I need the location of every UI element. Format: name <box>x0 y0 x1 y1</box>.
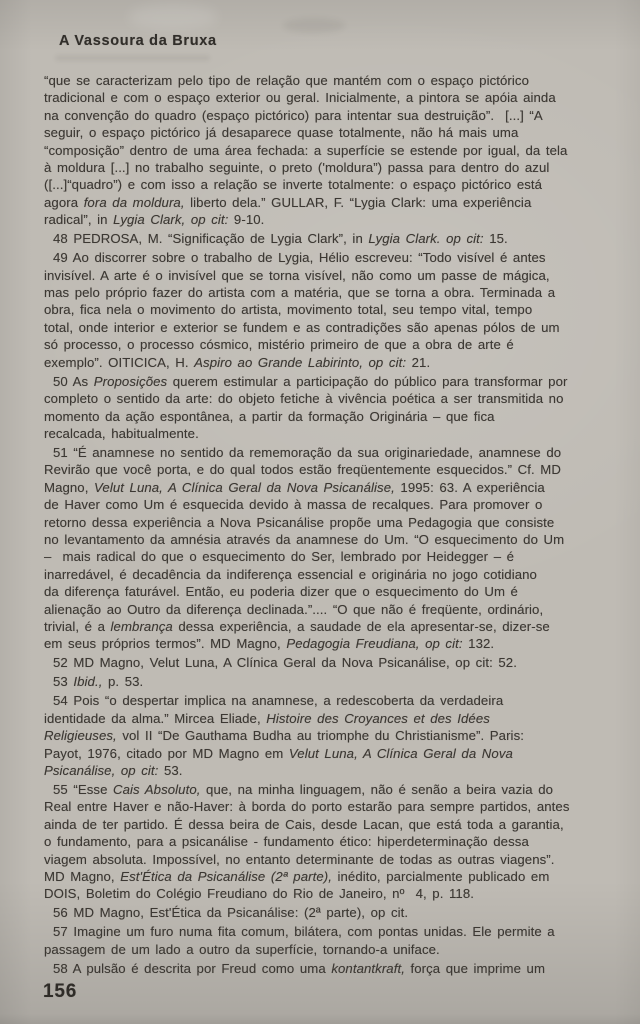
text-line <box>44 479 622 496</box>
footnote-55 <box>44 781 622 903</box>
text-run: 53 <box>53 674 74 690</box>
text-run: 57 Imagine um furo numa fita comum, bilátera, com pontas unidas. Ele permite a <box>53 924 555 940</box>
footnote-58 <box>44 960 622 977</box>
text-run: alienação ao Outro da diferença declinada.”.... “O que não é freqüente, ordinário, <box>44 601 544 617</box>
italic-text-run: Ibid., <box>73 674 103 690</box>
text-line <box>44 301 622 318</box>
text-line <box>44 904 622 921</box>
text-run: o fundamento, para a psicanálise - fundamento ético: hiperdeterminação dessa <box>44 834 529 850</box>
italic-text-run: fora da moldura, <box>83 194 185 210</box>
text-line <box>44 194 622 211</box>
footnote-56 <box>44 904 622 921</box>
text-line <box>44 336 622 353</box>
text-line <box>44 284 622 301</box>
text-run: 132. <box>462 636 495 652</box>
text-line <box>44 583 622 600</box>
text-run: que, na minha linguagem, não é senão a beira vazia do <box>200 782 554 797</box>
text-run: 58 A pulsão é descrita por Freud como uma <box>53 960 332 976</box>
text-run: 50 As <box>53 373 94 389</box>
text-line <box>44 159 622 176</box>
text-line <box>44 833 622 850</box>
text-line <box>44 923 622 940</box>
text-line <box>44 960 622 977</box>
text-run: viagem absoluta. Impossível, no entanto determinante de todas as outras viagens”. <box>44 851 555 867</box>
text-line <box>44 851 622 868</box>
text-run: à moldura [...] no trabalho seguinte, o preto ('moldura”) passa para dentro do azul <box>44 160 550 176</box>
quote-paragraph-gullar <box>44 72 622 229</box>
text-run: 51 “É anamnese no sentido da rememoração da sua originariedade, anamnese do <box>53 444 562 460</box>
italic-text-run: Cais Absoluto, <box>113 782 201 797</box>
text-run: recalcada, habitualmente. <box>44 425 199 441</box>
italic-text-run: Pedagogia Freudiana, op cit: <box>286 636 463 652</box>
text-line <box>44 941 622 958</box>
text-run: Real entre Haver e não-Haver: à borda do porto estarão para sempre partidos, antes <box>44 799 570 815</box>
text-line <box>44 408 622 425</box>
text-run: na convenção do quadro (espaço pictórico) para intentar sua destruição”. [...] “A <box>44 107 543 123</box>
text-line <box>44 654 622 671</box>
text-run: 21. <box>406 354 431 370</box>
text-line <box>44 319 622 336</box>
text-run: no levantamento da amnésia através da anamnese do Um. “O esquecimento do Um <box>44 531 565 547</box>
paper-dark-smudge <box>283 18 345 33</box>
footnote-57 <box>44 923 622 958</box>
text-line <box>44 496 622 513</box>
text-line <box>44 176 622 193</box>
text-run: total, onde interior e exterior se fundem e as contradições são apenas pólos de um <box>44 319 560 335</box>
text-line <box>44 762 622 779</box>
text-line <box>44 373 622 390</box>
text-run: 1995: 63. A experiência <box>394 479 545 495</box>
text-run: Revirão que você porta, e do qual todos estão freqüentemente esquecidos.” Cf. MD <box>44 462 561 478</box>
text-run: 53. <box>158 763 183 778</box>
header-ink-smear <box>55 55 210 61</box>
italic-text-run: Est'Ética da Psicanálise (2ª parte), <box>120 869 332 885</box>
text-run: de Haver como Um é esquecida devido à massa de recalques. Para promover o <box>44 497 543 513</box>
text-line <box>44 425 622 442</box>
italic-text-run: Lygia Clark, op cit: <box>113 212 229 228</box>
text-run: – mais radical do que o esquecimento do Ser, lembrado por Heidegger – é <box>44 549 515 565</box>
italic-text-run: Lygia Clark. op cit: <box>368 231 484 247</box>
text-line <box>44 107 622 124</box>
text-line <box>44 531 622 548</box>
text-line <box>44 142 622 159</box>
text-run: mas pelo próprio fazer do artista com a matéria, que se torna a obra. Terminada a <box>44 285 556 301</box>
text-run: da diferença faturável. Então, eu poderia dizer que o esquecimento do Um é <box>44 584 518 600</box>
italic-text-run: Psicanálise, op cit: <box>44 763 159 778</box>
text-run: MD Magno, <box>44 869 121 885</box>
page-number: 156 <box>43 981 78 1002</box>
text-line <box>44 816 622 833</box>
text-line <box>44 673 622 690</box>
text-run: identidade da alma.” Mircea Eliade, <box>44 710 267 726</box>
text-run: 48 PEDROSA, M. “Significação de Lygia Clark”, in <box>53 231 369 247</box>
text-line <box>44 249 622 266</box>
text-run: inédito, parcialmente publicado em <box>331 869 550 885</box>
text-run: querem estimular a participação do público para transformar por <box>167 373 568 389</box>
text-run: 54 Pois “o despertar implica na anamnese, a redescoberta da verdadeira <box>53 693 504 709</box>
text-run: radical”, in <box>44 212 114 228</box>
text-line <box>44 727 622 744</box>
text-line <box>44 267 622 284</box>
text-run: Magno, <box>44 479 95 495</box>
text-line <box>44 461 622 478</box>
italic-text-run: Aspiro ao Grande Labirinto, op cit: <box>194 354 407 370</box>
text-run: exemplo”. OITICICA, H. <box>44 354 195 370</box>
text-run: momento da ação espontânea, a partir da formação Originária – que fica <box>44 408 495 424</box>
text-line <box>44 89 622 106</box>
text-run: completo o sentido da arte: do objeto fetiche à vivência poética a ser transmitida no <box>44 391 564 407</box>
text-run: força que imprime um <box>404 960 546 976</box>
text-line <box>44 798 622 815</box>
footnote-50 <box>44 373 622 443</box>
running-header: A Vassoura da Bruxa <box>59 33 217 49</box>
text-line <box>44 72 622 89</box>
footnote-48 <box>44 230 622 247</box>
footnote-53 <box>44 673 622 690</box>
italic-text-run: Velut Luna, A Clínica Geral da Nova <box>288 745 513 761</box>
text-line <box>44 390 622 407</box>
text-line <box>44 781 622 798</box>
text-run: vol II “De Gauthama Budha au triomphe du Christianisme”. Paris: <box>116 728 524 744</box>
text-run: seguir, o espaço pictórico já desaparece quase totalmente, não há mais uma <box>44 125 519 141</box>
text-run: liberto dela.” GULLAR, F. “Lygia Clark: uma experiência <box>184 194 532 210</box>
text-run: 56 MD Magno, Est'Ética da Psicanálise: (2ª parte), op cit. <box>53 905 409 921</box>
text-run: invisível. A arte é o invisível que se torna visível, não como um passe de mágica, <box>44 267 550 283</box>
footnote-51 <box>44 444 622 653</box>
text-run: 49 Ao discorrer sobre o trabalho de Lygia, Hélio escreveu: “Todo visível é antes <box>53 250 546 266</box>
text-line <box>44 710 622 727</box>
text-line <box>44 692 622 709</box>
text-line <box>44 601 622 618</box>
text-run: só processo, o processo cósmico, mistério primeiro de que a obra de arte é <box>44 337 514 353</box>
text-run: inarredável, é decadência da indiferença essencial e originária no jogo cotidiano <box>44 566 537 582</box>
italic-text-run: Religieuses, <box>44 728 117 744</box>
text-run: ([...]“quadro”) e com isso a relação se inverte totalmente: o espaço pictórico está <box>44 177 543 193</box>
text-run: tradicional e com o espaço exterior ou geral. Inicialmente, a pintora se apóia ainda <box>44 90 556 106</box>
text-run: passagem de um lado a outro da superfície, tornando-a uniface. <box>44 941 440 957</box>
text-block <box>44 72 622 977</box>
text-run: 52 MD Magno, Velut Luna, A Clínica Geral da Nova Psicanálise, op cit: 52. <box>53 655 517 671</box>
text-line <box>44 354 622 371</box>
text-run: Payot, 1976, citado por MD Magno em <box>44 745 289 761</box>
text-run: 55 “Esse <box>53 782 114 797</box>
text-line <box>44 514 622 531</box>
text-run: 9-10. <box>228 212 265 228</box>
footnote-52 <box>44 654 622 671</box>
text-line <box>44 124 622 141</box>
text-run: DOIS, Boletim do Colégio Freudiano do Rio de Janeiro, nº 4, p. 118. <box>44 886 474 902</box>
text-run: em seus próprios termos”. MD Magno, <box>44 636 287 652</box>
italic-text-run: kontantkraft, <box>331 960 405 976</box>
text-run: dessa experiência, a saudade de ela apresentar-se, dizer-se <box>172 618 550 634</box>
text-run: agora <box>44 194 84 210</box>
text-line <box>44 745 622 762</box>
footnote-49 <box>44 249 622 371</box>
text-line <box>44 548 622 565</box>
text-line <box>44 444 622 461</box>
text-run: p. 53. <box>102 674 144 690</box>
text-line <box>44 211 622 228</box>
paper-light-smudge <box>128 4 218 30</box>
text-line <box>44 868 622 885</box>
text-run: ainda de ter partido. É dessa beira de Cais, desde Lacan, que está toda a garantia, <box>44 816 564 832</box>
text-line <box>44 566 622 583</box>
text-line <box>44 885 622 902</box>
text-run: trivial, é a <box>44 618 111 634</box>
text-line <box>44 618 622 635</box>
text-run: “que se caracterizam pelo tipo de relação que mantém com o espaço pictórico <box>44 73 530 88</box>
text-run: “composição” dentro de uma área fechada: a superfície se estende por igual, da tela <box>44 142 568 158</box>
text-line <box>44 635 622 652</box>
footnote-54 <box>44 692 622 779</box>
text-run: obra, fica nela o movimento do artista, movimento total, seu tempo vital, tempo <box>44 302 533 318</box>
italic-text-run: Histoire des Croyances et des Idées <box>266 710 490 726</box>
text-run: retorno dessa experiência a Nova Psicanálise propõe uma Pedagogia que consiste <box>44 514 555 530</box>
text-line <box>44 230 622 247</box>
italic-text-run: lembrança <box>110 618 173 634</box>
text-run: 15. <box>483 231 508 247</box>
italic-text-run: Proposições <box>93 373 168 389</box>
italic-text-run: Velut Luna, A Clínica Geral da Nova Psicanálise, <box>94 479 395 495</box>
